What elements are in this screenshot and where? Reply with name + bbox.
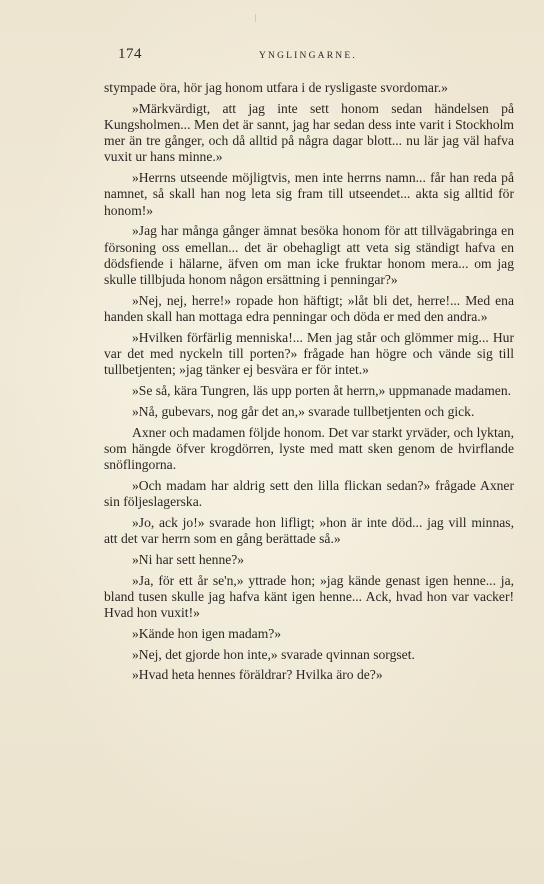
paragraph: »Herrns utseende möjligtvis, men inte herrns namn... får han reda på namnet, så skall han nog leta sig fram till utseendet... akta sig alltid för honom!» [104,170,514,218]
page-header [104,46,518,66]
paper-speck [255,14,256,22]
paragraph: »Märkvärdigt, att jag inte sett honom sedan händelsen på Kungsholmen... Men det är sannt, jag har sedan dess inte varit i Stockholm mer än tre gånger, och då alltid på några dagar blott... nu lär jag väl hafva vuxit ur hans minne.» [104,100,514,165]
paragraph: »Och madam har aldrig sett den lilla flickan sedan?» frågade Axner sin följeslagerska. [104,477,514,510]
paragraph: »Nej, det gjorde hon inte,» svarade qvinnan sorgset. [132,646,415,662]
page-number: 174 [118,46,142,62]
paragraph: »Ni har sett henne?» [132,551,245,567]
paragraph: »Kände hon igen madam?» [132,625,282,641]
running-head: YNGLINGARNE. [259,51,357,61]
paragraph: »Jo, ack jo!» svarade hon lifligt; »hon är inte död... jag vill minnas, att det var herrn som en gång berättade så.» [104,514,514,547]
paragraph: »Nå, gubevars, nog går det an,» svarade tullbetjenten och gick. [132,403,475,419]
paragraph: »Hvilken förfärlig menniska!... Men jag står och glömmer mig... Hur var det med nyckeln till porten?» frågade han högre och vände sig till tullbetjenten; »jag tänker ej besvära er för intet.» [104,329,514,378]
paragraph: stympade öra, hör jag honom utfara i de rysligaste svordomar.» [104,80,448,95]
paragraph: »Ja, för ett år se'n,» yttrade hon; »jag kände genast igen henne... ja, bland tusen skulle jag hafva känt igen henne... Ack, hvad hon var vacker! Hvad hon vuxit!» [104,572,514,621]
paragraph: Axner och madamen följde honom. Det var starkt yrväder, och lyktan, som hängde öfver krogdörren, lyste med matt sken genom de hvirflande snöflingorna. [104,424,514,473]
paragraph: »Jag har många gånger ämnat besöka honom för att tillvägabringa en försoning oss emellan... det är obehagligt att veta sig ständigt hafva en dödsfiende i hälarne, äfven om man icke fruktar honom mera... om jag skulle tillbjuda honom någon ersättning i penningar?» [104,223,514,288]
paragraph: »Hvad heta hennes föräldrar? Hvilka äro de?» [132,667,383,683]
paragraph: »Se så, kära Tungren, läs upp porten åt herrn,» uppmanade madamen. [132,383,512,399]
paragraph: »Nej, nej, herre!» ropade hon häftigt; »låt bli det, herre!... Med ena handen skall han mottaga edra penningar och döda er med den andra.» [104,292,514,325]
body-text [104,80,514,688]
